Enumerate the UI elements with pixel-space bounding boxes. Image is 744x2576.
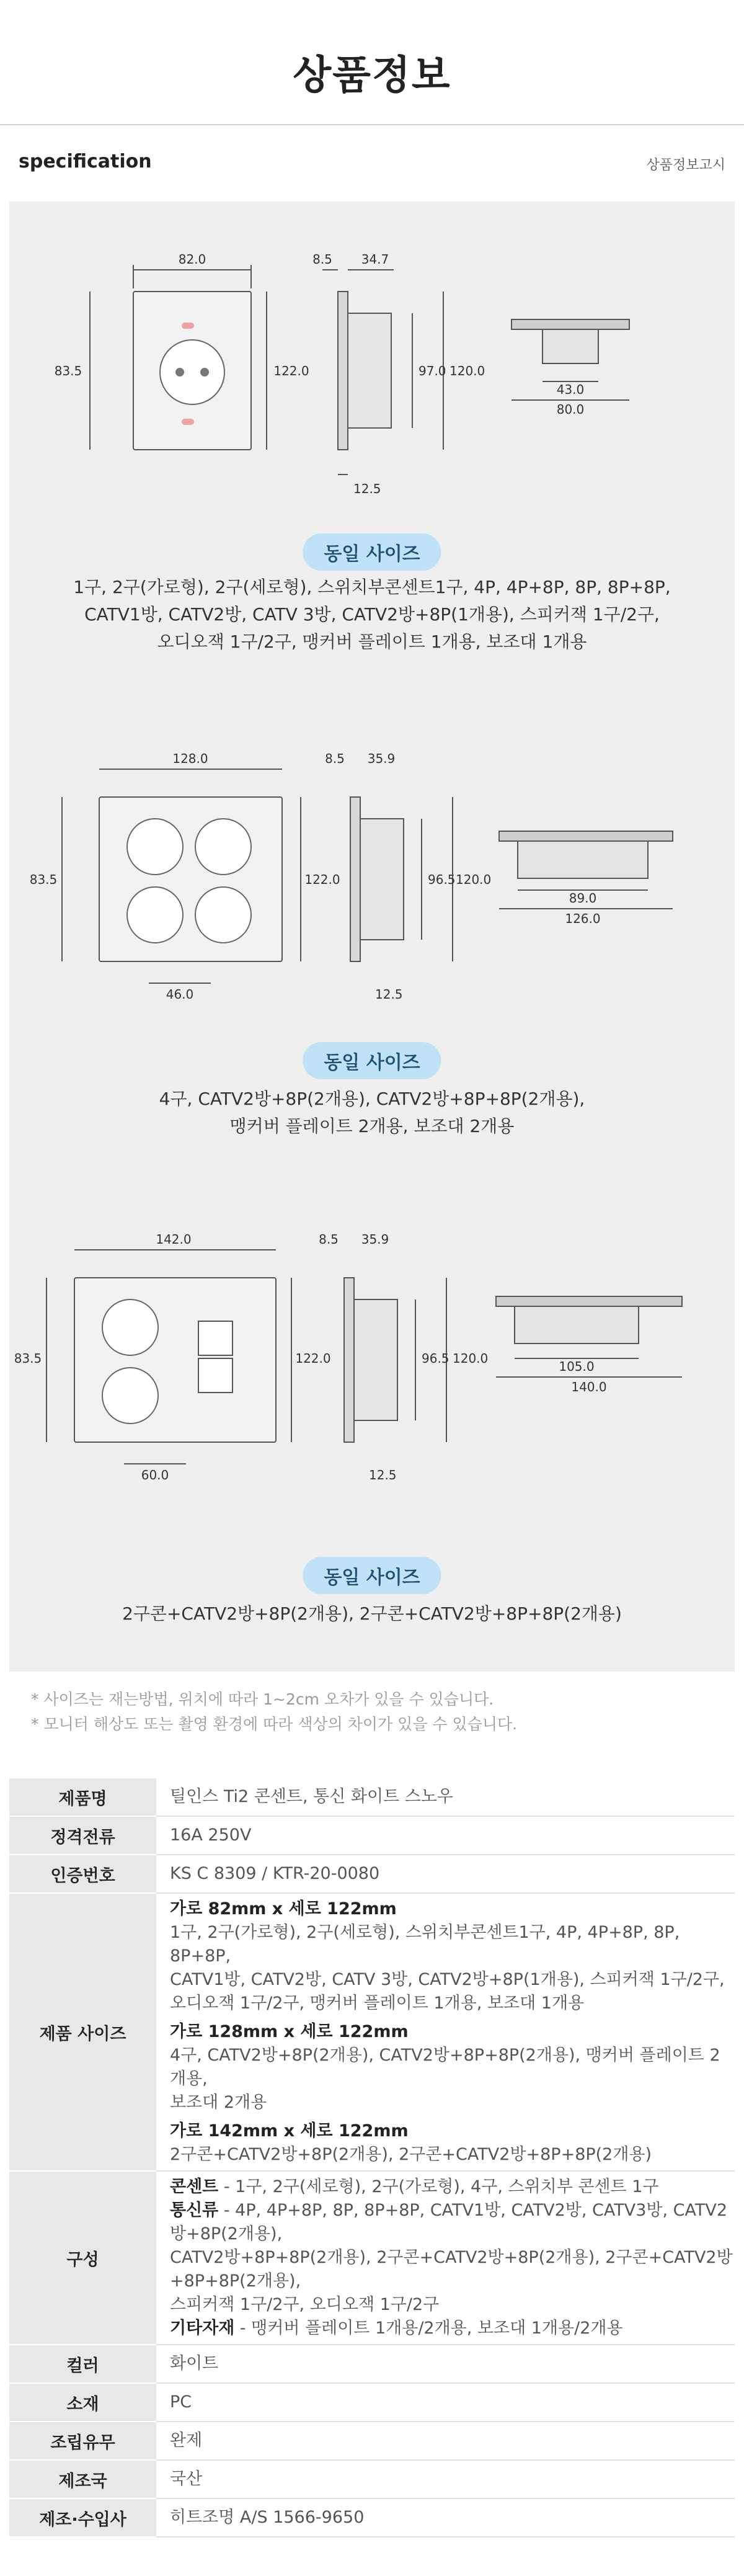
row-value — [156, 2171, 735, 2345]
table-row — [9, 2345, 735, 2383]
size-group-title: 가로 142mm x 세로 122mm — [170, 2121, 409, 2141]
outlet-line — [170, 2175, 735, 2199]
row-value: KS C 8309 / KTR-20-0080 — [156, 1855, 735, 1893]
note-line: * 모니터 해상도 또는 촬영 환경에 따라 색상의 차이가 있을 수 있습니다. — [31, 1715, 518, 1733]
dim-body-depth: 35.9 — [367, 751, 396, 766]
size-group-line: CATV1방, CATV2방, CATV 3방, CATV2방+8P(1개용), 스피커잭 1구/2구, — [170, 1970, 725, 1989]
row-value: 16A 250V — [156, 1816, 735, 1855]
dim-side-height: 120.0 — [450, 363, 485, 378]
dim-body-depth: 35.9 — [361, 1232, 389, 1247]
note-line: * 사이즈는 재는방법, 위치에 따라 1~2cm 오차가 있을 수 있습니다. — [31, 1690, 494, 1708]
row-value: 완제 — [156, 2422, 735, 2460]
dim-side-height: 120.0 — [453, 1351, 489, 1366]
dim-body-height: 96.5 — [422, 1351, 450, 1366]
table-row — [9, 2460, 735, 2498]
dim-flange: 12.5 — [375, 987, 403, 999]
row-value: PC — [156, 2383, 735, 2422]
dim-flange: 12.5 — [369, 1468, 397, 1482]
dim-bottom-width: 140.0 — [571, 1379, 607, 1394]
row-label: 인증번호 — [9, 1855, 156, 1893]
size-group-line: 보조대 2개용 — [170, 2093, 267, 2112]
page-title: 상품정보 — [293, 53, 451, 99]
row-label: 구성 — [9, 2171, 156, 2345]
same-size-badge-3: 동일 사이즈 — [303, 1557, 441, 1594]
row-label: 정격전류 — [9, 1816, 156, 1855]
same-size-line: 4구, CATV2방+8P(2개용), CATV2방+8P+8P(2개용), — [159, 1089, 585, 1109]
size-group-line: 4구, CATV2방+8P(2개용), CATV2방+8P+8P(2개용), 맹커버 플레이트 2개용, — [170, 2046, 720, 2088]
dim-body-width: 105.0 — [559, 1359, 595, 1374]
size-diagram-3 — [9, 1225, 735, 1486]
table-row — [9, 1893, 735, 2171]
row-value: 히트조명 A/S 1566-9650 — [156, 2498, 735, 2537]
outlet-title: 콘센트 — [170, 2177, 219, 2196]
notes — [31, 1687, 517, 1737]
comm-line — [170, 2199, 735, 2246]
same-size-badge-1: 동일 사이즈 — [303, 533, 441, 571]
row-label: 소재 — [9, 2383, 156, 2422]
size-group-line: 오디오잭 1구/2구, 맹커버 플레이트 1개용, 보조대 1개용 — [170, 1994, 585, 2013]
table-row — [9, 1855, 735, 1893]
same-size-line: 오디오잭 1구/2구, 맹커버 플레이트 1개용, 보조대 1개용 — [157, 631, 587, 652]
dim-height: 122.0 — [295, 1351, 331, 1366]
dim-width: 128.0 — [172, 751, 208, 766]
same-size-list-2 — [9, 1085, 735, 1140]
same-size-list-3 — [9, 1600, 735, 1628]
table-row — [9, 2422, 735, 2460]
dim-socket-pitch: 60.0 — [141, 1468, 169, 1482]
same-size-badge-2: 동일 사이즈 — [303, 1042, 441, 1079]
comm-text: - 4P, 4P+8P, 8P, 8P+8P, CATV1방, CATV2방, CATV3방, CATV2방+8P(2개용), — [170, 2201, 728, 2244]
table-row — [9, 2383, 735, 2422]
dim-width: 142.0 — [156, 1232, 192, 1247]
etc-text: - 맹커버 플레이트 1개용/2개용, 보조대 1개용/2개용 — [234, 2319, 623, 2338]
row-label: 제조국 — [9, 2460, 156, 2498]
table-row — [9, 2498, 735, 2537]
same-size-line: CATV1방, CATV2방, CATV 3방, CATV2방+8P(1개용), 스피커잭 1구/2구, — [84, 604, 660, 625]
dim-depth: 83.5 — [54, 363, 82, 378]
dim-socket-pitch: 46.0 — [166, 987, 194, 999]
spec-table — [9, 1777, 735, 2538]
notice-label: 상품정보고시 — [646, 158, 725, 173]
etc-line — [170, 2317, 735, 2340]
row-value: 국산 — [156, 2460, 735, 2498]
table-row — [9, 1778, 735, 1816]
dim-body-width: 43.0 — [556, 382, 585, 397]
row-label: 제조·수입사 — [9, 2498, 156, 2537]
dim-depth: 83.5 — [29, 872, 58, 887]
size-group-line: 1구, 2구(가로형), 2구(세로형), 스위치부콘센트1구, 4P, 4P+8P, 8P, 8P+8P, — [170, 1923, 680, 1966]
comm-line: 스피커잭 1구/2구, 오디오잭 1구/2구 — [170, 2295, 440, 2314]
size-group-title: 가로 82mm x 세로 122mm — [170, 1899, 397, 1919]
size-group-line: 2구콘+CATV2방+8P(2개용), 2구콘+CATV2방+8P+8P(2개용) — [170, 2145, 652, 2164]
same-size-line: 2구콘+CATV2방+8P(2개용), 2구콘+CATV2방+8P+8P(2개용) — [122, 1603, 622, 1624]
comm-line: CATV2방+8P+8P(2개용), 2구콘+CATV2방+8P(2개용), 2구콘+CATV2방+8P+8P(2개용), — [170, 2248, 733, 2291]
dim-flange: 12.5 — [353, 481, 381, 496]
row-label: 제품명 — [9, 1778, 156, 1816]
dim-height: 122.0 — [304, 872, 340, 887]
dim-body-width: 89.0 — [569, 891, 597, 906]
row-label: 컬러 — [9, 2345, 156, 2383]
same-size-line: 1구, 2구(가로형), 2구(세로형), 스위치부콘센트1구, 4P, 4P+8P, 8P, 8P+8P, — [73, 577, 671, 597]
dim-plate-thickness: 8.5 — [325, 751, 345, 766]
comm-title: 통신류 — [170, 2201, 219, 2220]
table-row — [9, 1816, 735, 1855]
outlet-text: - 1구, 2구(세로형), 2구(가로형), 4구, 스위치부 콘센트 1구 — [218, 2177, 659, 2196]
dim-body-height: 97.0 — [418, 363, 446, 378]
row-value — [156, 1893, 735, 2171]
same-size-list-1 — [9, 574, 735, 656]
row-label: 제품 사이즈 — [9, 1893, 156, 2171]
dim-side-height: 120.0 — [456, 872, 492, 887]
row-label: 조립유무 — [9, 2422, 156, 2460]
spec-header — [19, 146, 725, 177]
spec-panel — [9, 202, 735, 1672]
dim-width: 82.0 — [178, 252, 206, 267]
dim-plate-thickness: 8.5 — [312, 252, 332, 267]
table-row — [9, 2171, 735, 2345]
row-value: 화이트 — [156, 2345, 735, 2383]
dim-body-depth: 34.7 — [361, 252, 389, 267]
dim-bottom-width: 126.0 — [565, 911, 601, 926]
title-divider — [0, 124, 744, 125]
dim-plate-thickness: 8.5 — [319, 1232, 339, 1247]
dim-depth: 83.5 — [14, 1351, 42, 1366]
dim-body-height: 96.5 — [428, 872, 456, 887]
etc-title: 기타자재 — [170, 2319, 235, 2338]
size-diagram-2 — [9, 738, 735, 999]
spec-label: specification — [19, 151, 152, 172]
dim-bottom-width: 80.0 — [556, 402, 585, 417]
same-size-line: 맹커버 플레이트 2개용, 보조대 2개용 — [229, 1116, 515, 1136]
size-group-title: 가로 128mm x 세로 122mm — [170, 2022, 409, 2041]
row-value: 틸인스 Ti2 콘센트, 통신 화이트 스노우 — [156, 1778, 735, 1816]
dim-height: 122.0 — [273, 363, 309, 378]
